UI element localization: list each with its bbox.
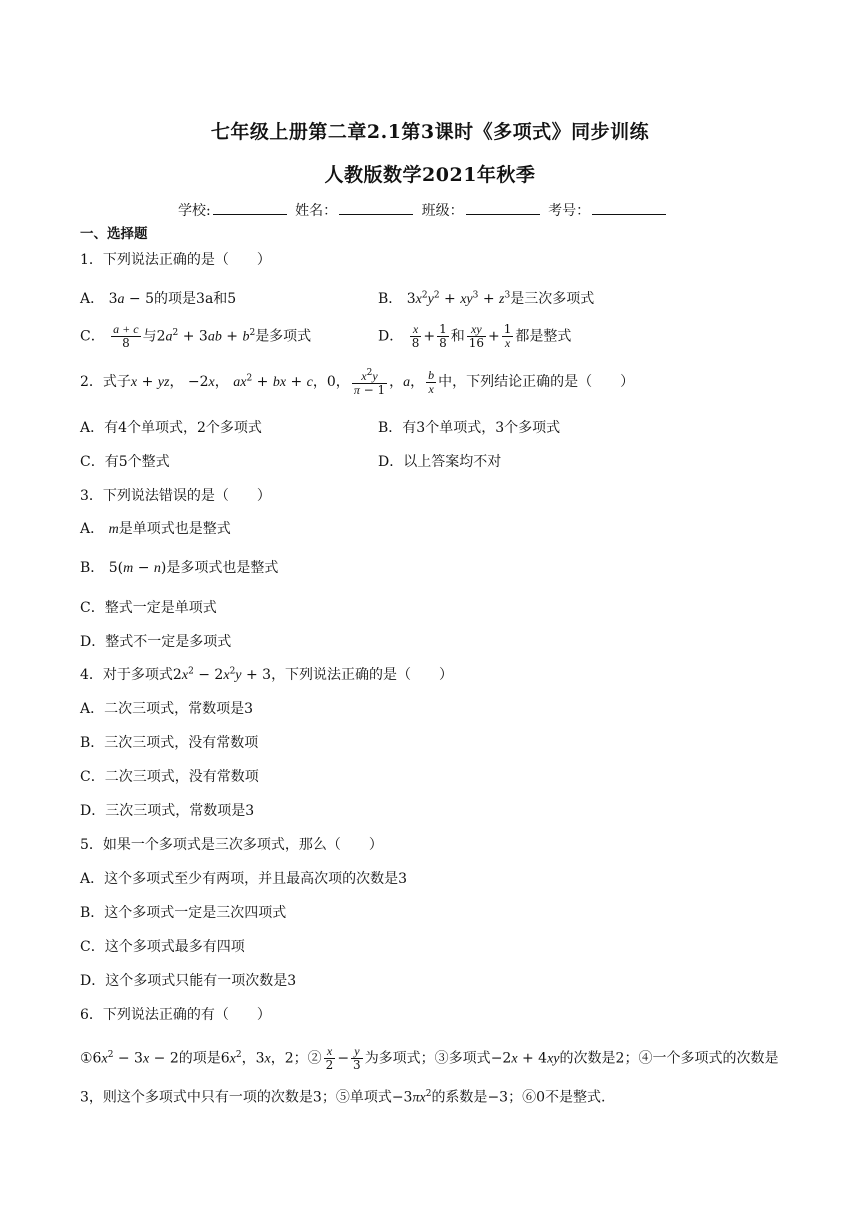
q3-option-c: C．整式一定是单项式 (80, 600, 217, 616)
q4-option-c: C．二次三项式，没有常数项 (80, 769, 259, 785)
q1-option-a: A． 3a − 5的项是3a和5 (80, 291, 237, 307)
q5-option-b: B．这个多项式一定是三次四项式 (80, 905, 287, 921)
q3-option-a: A． m是单项式也是整式 (80, 521, 231, 537)
q1-option-c: C． $\frac{a + c}{8}$ 与$2a^2 + 3ab + b^2$是多项式 (80, 322, 312, 350)
q5-stem: 5．如果一个多项式是三次多项式，那么（ ） (80, 837, 383, 853)
school-label: 学校: (178, 203, 211, 219)
q2-option-a: A．有4个单项式，2个多项式 (80, 420, 262, 436)
name-blank (339, 202, 413, 215)
class-label: 班级： (421, 203, 464, 219)
student-info-line (178, 200, 670, 220)
doc-title: 七年级上册第二章2.1第3课时《多项式》同步训练 (210, 121, 650, 143)
q3-option-b: B． 5(m − n)是多项式也是整式 (80, 560, 279, 576)
q6-stem: 6．下列说法正确的有（ ） (80, 1007, 271, 1023)
name-label: 姓名： (295, 203, 338, 219)
q2-stem: 2．式子x + yz， −2x， $ax^2$ + bx + c，0， $\frac{x^2y}{\pi - 1}$ ，a， $\frac{b}{x}$ 中，下列结论正确的是（ ） (80, 367, 635, 397)
q4-option-b: B．三次三项式，没有常数项 (80, 735, 259, 751)
q3-option-d: D．整式不一定是多项式 (80, 634, 232, 650)
q5-option-a: A．这个多项式至少有两项，并且最高次项的次数是3 (80, 871, 408, 887)
exam-no-label: 考号： (548, 203, 591, 219)
q4-option-d: D．三次三项式，常数项是3 (80, 803, 255, 819)
section-heading: 一、选择题 (80, 226, 148, 242)
q4-stem: 4．对于多项式$2x^2 - 2x^2y + 3$，下列说法正确的是（ ） (80, 666, 454, 683)
q5-option-c: C．这个多项式最多有四项 (80, 939, 245, 955)
school-blank (213, 202, 287, 215)
q1-stem: 1．下列说法正确的是（ ） (80, 252, 271, 268)
q4-option-a: A．二次三项式，常数项是3 (80, 701, 254, 717)
q2-option-b: B．有3个单项式，3个多项式 (378, 420, 561, 436)
class-blank (466, 202, 540, 215)
exam-no-blank (592, 202, 666, 215)
q2-option-d: D．以上答案均不对 (378, 454, 502, 470)
doc-subtitle: 人教版数学2021年秋季 (324, 164, 536, 186)
q2-option-c: C．有5个整式 (80, 454, 170, 470)
q1-option-d: D． $\frac{x}{8}$ + $\frac{1}{8}$ 和 $\frac{xy}{16}$ + $\frac{1}{x}$ 都是整式 (378, 322, 572, 350)
q6-statements: $①6x^2 - 3x - 2$的项是$6x^2$，3x，2；② $\frac{x}{2}$ − $\frac{y}{3}$ 为多项式；③多项式−2x + 4xy的次数是2；④一个多项式的次数是3，则这个多项式中只有一项的次数是3；⑤单项式$-3\pi x^2$的系数是−3；⑥0不是整式. (80, 1044, 779, 1106)
q3-stem: 3．下列说法错误的是（ ） (80, 488, 271, 504)
q5-option-d: D．这个多项式只能有一项次数是3 (80, 973, 297, 989)
q1-option-b: B． $3x^2y^2 + xy^3 + z^3$是三次多项式 (378, 290, 595, 307)
